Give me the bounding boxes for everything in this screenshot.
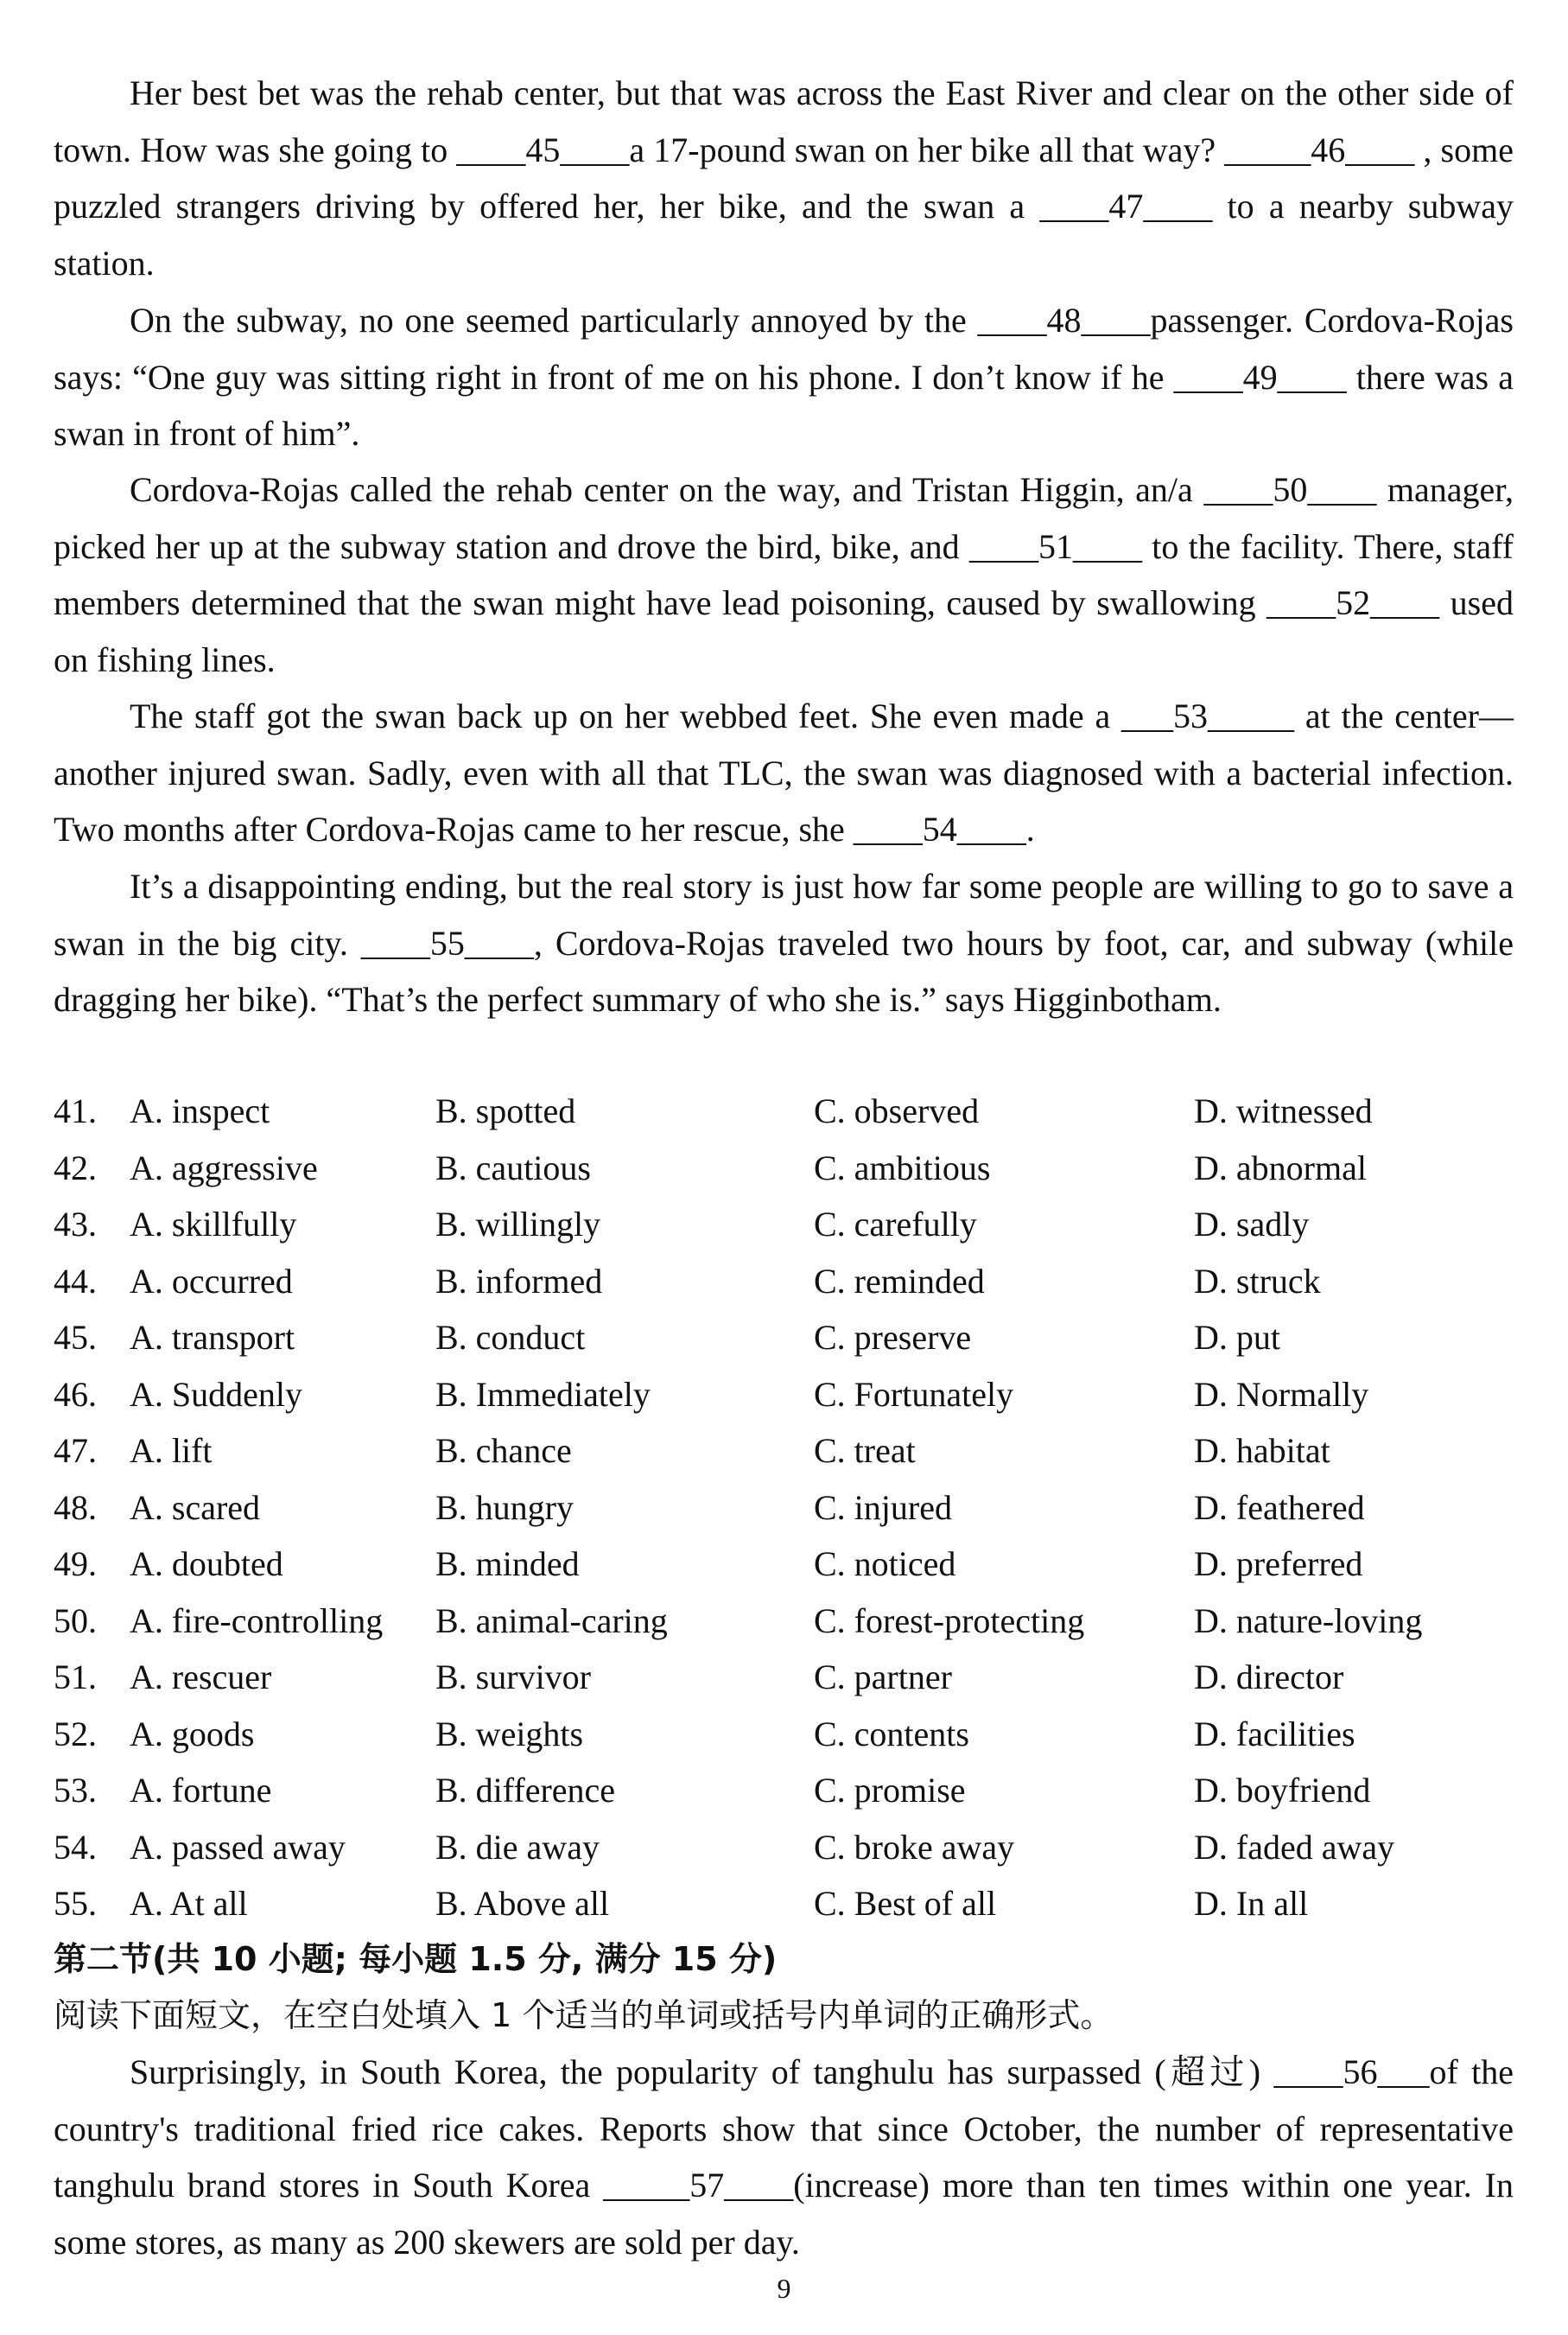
section-two-instruction: 阅读下面短文，在空白处填入 1 个适当的单词或括号内单词的正确形式。 — [54, 1996, 1114, 2034]
option-c: C. forest-protecting — [814, 1600, 1085, 1640]
option-c: C. contents — [814, 1714, 969, 1753]
option-d: D. facilities — [1194, 1714, 1355, 1753]
option-c: C. preserve — [814, 1318, 972, 1357]
passage-paragraph-2: On the subway, no one seemed particularly annoyed by the ____48____passenger. Cordova-Rojas says: “One guy was sitting right in front of me on his phone. I don’t know if he ____49____ there was a swan in front of him”. — [54, 301, 1514, 453]
option-row — [54, 1649, 1522, 1705]
question-number: 51. — [54, 1657, 97, 1696]
option-b: B. weights — [435, 1714, 584, 1753]
option-c: C. carefully — [814, 1205, 977, 1244]
question-number: 48. — [54, 1487, 97, 1527]
option-b: B. Above all — [435, 1884, 610, 1923]
option-d: D. struck — [1194, 1261, 1321, 1301]
question-number: 44. — [54, 1261, 97, 1301]
question-number: 45. — [54, 1318, 97, 1357]
option-row — [54, 1422, 1522, 1479]
option-b: B. spotted — [435, 1091, 576, 1130]
option-d: D. put — [1194, 1318, 1280, 1357]
section-two-passage: Surprisingly, in South Korea, the popularity of tanghulu has surpassed (超过) ____56___of the country's traditional fried rice cakes. Reports show that since October, the number of representative tanghulu brand stores in South Korea _____57____(increase) more than ten times within one year. In some stores, as many as 200 skewers are sold per day. — [54, 2052, 1514, 2262]
option-a: A. passed away — [130, 1827, 346, 1867]
option-a: A. goods — [130, 1714, 255, 1753]
section-two-heading: 第二节(共 10 小题; 每小题 1.5 分, 满分 15 分) — [54, 1940, 778, 1978]
option-d: D. feathered — [1194, 1487, 1365, 1527]
option-b: B. cautious — [435, 1148, 591, 1187]
option-row — [54, 1083, 1522, 1139]
question-number: 46. — [54, 1374, 97, 1414]
option-row — [54, 1536, 1522, 1592]
option-a: A. skillfully — [130, 1205, 297, 1244]
option-a: A. lift — [130, 1431, 213, 1470]
question-number: 42. — [54, 1148, 97, 1187]
option-a: A. fortune — [130, 1771, 272, 1810]
option-c: C. noticed — [814, 1544, 956, 1583]
option-d: D. sadly — [1194, 1205, 1310, 1244]
option-a: A. doubted — [130, 1544, 283, 1583]
option-c: C. observed — [814, 1091, 980, 1130]
option-b: B. difference — [435, 1771, 616, 1810]
option-d: D. habitat — [1194, 1431, 1330, 1470]
option-d: D. abnormal — [1194, 1148, 1367, 1187]
option-a: A. Suddenly — [130, 1374, 302, 1414]
passage-paragraph-1: Her best bet was the rehab center, but that was across the East River and clear on the other side of town. How was she going to ____45____a 17-pound swan on her bike all that way? _____46____ , some puzzled strangers driving by offered her, her bike, and the swan a ____47____ to a nearby subway station. — [54, 73, 1514, 283]
option-b: B. Immediately — [435, 1374, 651, 1414]
question-number: 49. — [54, 1544, 97, 1583]
page-number: 9 — [777, 2273, 791, 2304]
option-b: B. survivor — [435, 1657, 591, 1696]
option-b: B. conduct — [435, 1318, 586, 1357]
option-b: B. animal-caring — [435, 1600, 668, 1640]
option-d: D. director — [1194, 1657, 1344, 1696]
option-a: A. aggressive — [130, 1148, 318, 1187]
question-number: 47. — [54, 1431, 97, 1470]
option-row — [54, 1479, 1522, 1536]
option-c: C. partner — [814, 1657, 952, 1696]
passage-paragraph-5: It’s a disappointing ending, but the real story is just how far some people are willing to go to save a swan in the big city. ____55____, Cordova-Rojas traveled two hours by foot, car, and subway (while dragging her bike). “That’s the perfect summary of who she is.” says Higginbotham. — [54, 867, 1514, 1019]
option-row — [54, 1593, 1522, 1649]
question-number: 55. — [54, 1884, 97, 1923]
option-a: A. fire-controlling — [130, 1600, 384, 1640]
option-row — [54, 1762, 1522, 1818]
option-d: D. Normally — [1194, 1374, 1369, 1414]
option-c: C. injured — [814, 1487, 952, 1527]
option-b: B. minded — [435, 1544, 580, 1583]
option-a: A. scared — [130, 1487, 261, 1527]
option-c: C. promise — [814, 1771, 966, 1810]
option-b: B. die away — [435, 1827, 600, 1867]
question-number: 52. — [54, 1714, 97, 1753]
question-number: 43. — [54, 1205, 97, 1244]
question-number: 50. — [54, 1600, 97, 1640]
option-a: A. inspect — [130, 1091, 270, 1130]
option-row — [54, 1309, 1522, 1365]
option-d: D. boyfriend — [1194, 1771, 1371, 1810]
option-b: B. chance — [435, 1431, 572, 1470]
option-row — [54, 1819, 1522, 1875]
option-d: D. In all — [1194, 1884, 1309, 1923]
option-row — [54, 1253, 1522, 1309]
option-c: C. treat — [814, 1431, 916, 1470]
option-d: D. faded away — [1194, 1827, 1395, 1867]
passage-paragraph-4: The staff got the swan back up on her webbed feet. She even made a ___53_____ at the center—another injured swan. Sadly, even with all that TLC, the swan was diagnosed with a bacterial infection. Two months after Cordova-Rojas came to her rescue, she ____54____. — [54, 697, 1514, 849]
option-row — [54, 1366, 1522, 1422]
option-b: B. hungry — [435, 1487, 574, 1527]
option-d: D. nature-loving — [1194, 1600, 1423, 1640]
option-a: A. transport — [130, 1318, 295, 1357]
option-d: D. witnessed — [1194, 1091, 1373, 1130]
option-row — [54, 1196, 1522, 1252]
option-d: D. preferred — [1194, 1544, 1363, 1583]
option-c: C. Fortunately — [814, 1374, 1014, 1414]
question-number: 54. — [54, 1827, 97, 1867]
option-a: A. occurred — [130, 1261, 293, 1301]
option-b: B. informed — [435, 1261, 603, 1301]
option-c: C. ambitious — [814, 1148, 991, 1187]
question-number: 53. — [54, 1771, 97, 1810]
question-number: 41. — [54, 1091, 97, 1130]
option-row — [54, 1875, 1522, 1931]
option-a: A. rescuer — [130, 1657, 272, 1696]
option-row — [54, 1140, 1522, 1196]
option-row — [54, 1706, 1522, 1762]
option-c: C. reminded — [814, 1261, 985, 1301]
passage-paragraph-3: Cordova-Rojas called the rehab center on the way, and Tristan Higgin, an/a ____50____ manager, picked her up at the subway station and drove the bird, bike, and ____51____ to the facility. There, staff members determined that the swan might have lead poisoning, caused by swallowing ____52____ used on fishing lines. — [54, 470, 1514, 679]
option-a: A. At all — [130, 1884, 248, 1923]
option-c: C. Best of all — [814, 1884, 997, 1923]
option-c: C. broke away — [814, 1827, 1015, 1867]
option-b: B. willingly — [435, 1205, 601, 1244]
